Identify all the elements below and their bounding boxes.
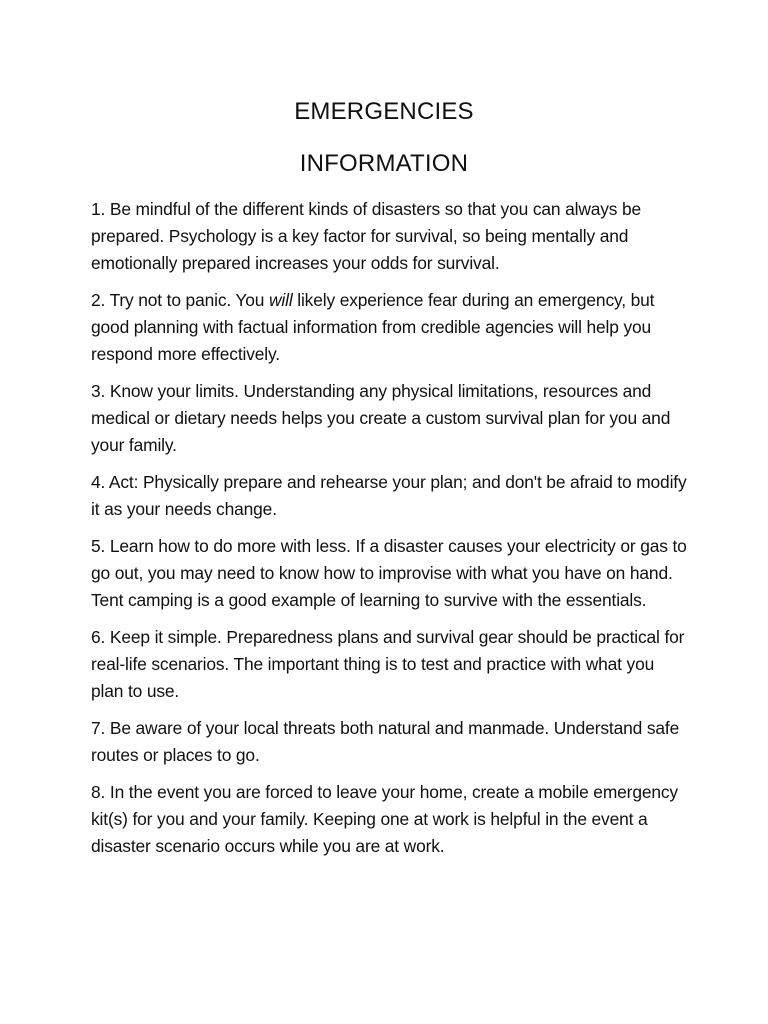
paragraph-3: 3. Know your limits. Understanding any physical limitations, resources and medical or dietary needs helps you create a custom survival plan for you and your family.	[91, 381, 671, 455]
paragraph-2-emphasis: will	[269, 290, 293, 310]
document-body	[91, 196, 691, 870]
paragraph-6: 6. Keep it simple. Preparedness plans and survival gear should be practical for real-life scenarios. The important thing is to test and practice with what you plan to use.	[91, 627, 685, 701]
title-line-1: EMERGENCIES	[294, 98, 474, 125]
paragraph-5: 5. Learn how to do more with less. If a disaster causes your electricity or gas to go out, you may need to know how to improvise with what you have on hand. Tent camping is a good example of learning to survive with the essentials.	[91, 536, 687, 610]
paragraph-4: 4. Act: Physically prepare and rehearse your plan; and don't be afraid to modify it as your needs change.	[91, 472, 687, 519]
paragraph-8: 8. In the event you are forced to leave your home, create a mobile emergency kit(s) for you and your family. Keeping one at work is helpful in the event a disaster scenario occurs while you are at work.	[91, 782, 678, 856]
paragraph-7: 7. Be aware of your local threats both natural and manmade. Understand safe routes or places to go.	[91, 718, 680, 765]
paragraph-2	[91, 287, 691, 368]
title-line-2: INFORMATION	[299, 150, 469, 177]
paragraph-2-end: likely experience fear during an emergency, but good planning with factual information from credible agencies will help you respond more effectively.	[91, 290, 655, 364]
paragraph-1: 1. Be mindful of the different kinds of disasters so that you can always be prepared. Psychology is a key factor for survival, so being mentally and emotionally prepared increases your odds for survival.	[91, 199, 642, 273]
paragraph-2-start: 2. Try not to panic. You	[91, 290, 270, 310]
